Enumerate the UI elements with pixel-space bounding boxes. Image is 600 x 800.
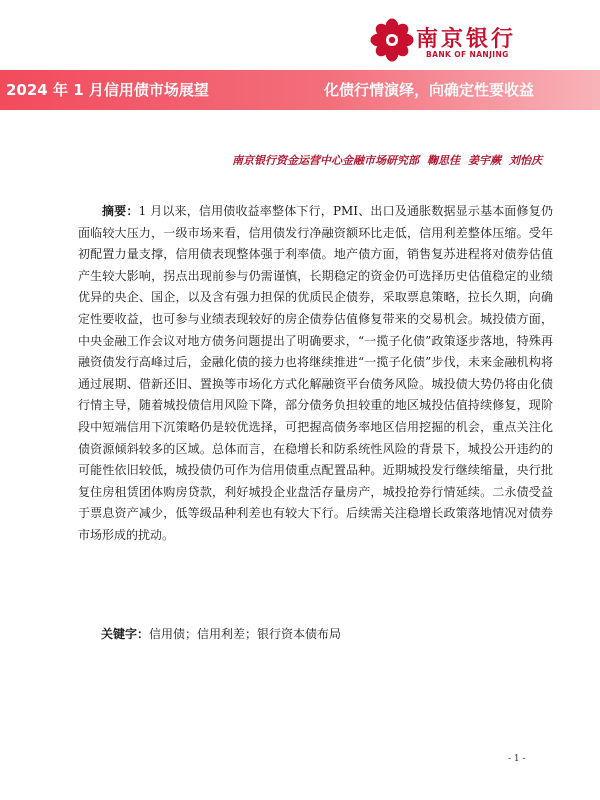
- bank-logo-en: BANK OF NANJING: [426, 50, 509, 59]
- abstract-label: 摘要：: [102, 204, 139, 218]
- author-org: 南京银行资金运营中心金融市场研究部: [232, 154, 419, 167]
- bank-logo-cn: 南京银行: [416, 27, 517, 52]
- abstract-paragraph: [78, 201, 553, 547]
- keywords-text: 信用债；信用利差；银行资本债布局: [149, 627, 342, 641]
- abstract-text: 1 月以来，信用债收益率整体下行，PMI、出口及通胀数据显示基本面修复仍面临较大压力，一级市场来看，信用债发行净融资额环比走低，信用利差整体压缩。受年初配置力量支撑，信用债表现整体强于利率债。地产债方面，销售复苏进程将对债券估值产生较大影响，拐点出现前参与仍需谨慎，长期稳定的资金仍可选择历史估值稳定的业绩优异的央企、国企，以及含有强力担保的优质民企债券，采取票息策略，拉长久期，向确定性要收益，也可参与业绩表现较好的房企债券估值修复带来的交易机会。城投债方面，中央金融工作会议对地方债务问题提出了明确要求，“一揽子化债”政策逐步落地，特殊再融资债发行高峰过后，金融化债的接力也将继续推进“一揽子化债”步伐，未来金融机构将通过展期、借新还旧、置换等市场化方式化解融资平台债务风险。城投债大势仍将由化债行情主导，随着城投债信用风险下降，部分债务负担较重的地区城投估值持续修复，现阶段中短端信用下沉策略仍是较优选择，可把握高债务率地区信用挖掘的机会，重点关注化债资源倾斜较多的区域。总体而言，在稳增长和防系统性风险的背景下，城投公开违约的可能性依旧较低，城投债仍可作为信用债重点配置品种。近期城投发行继续缩量，央行批复住房租赁团体购房贷款，利好城投企业盘活存量房产，城投抢券行情延续。二永债受益于票息资产减少，低等级品种利差也有较大下行。后续需关注稳增长政策落地情况对债券市场形成的扰动。: [78, 204, 553, 542]
- bank-logo: [370, 18, 530, 66]
- page-number: - 1 -: [508, 754, 526, 764]
- bank-logo-icon: [370, 18, 414, 62]
- keywords-label: 关键字：: [101, 627, 150, 641]
- author-name: 刘怡庆: [509, 154, 542, 167]
- title-banner: [0, 70, 600, 110]
- author-name: 鞠思佳: [427, 154, 460, 167]
- report-title: 2024 年 1 月信用债市场展望: [6, 81, 209, 99]
- report-subtitle: 化债行情演绎，向确定性要收益: [323, 81, 534, 99]
- author-name: 姜宇蕨: [468, 154, 501, 167]
- keywords-line: [101, 624, 561, 644]
- author-line: [232, 152, 542, 168]
